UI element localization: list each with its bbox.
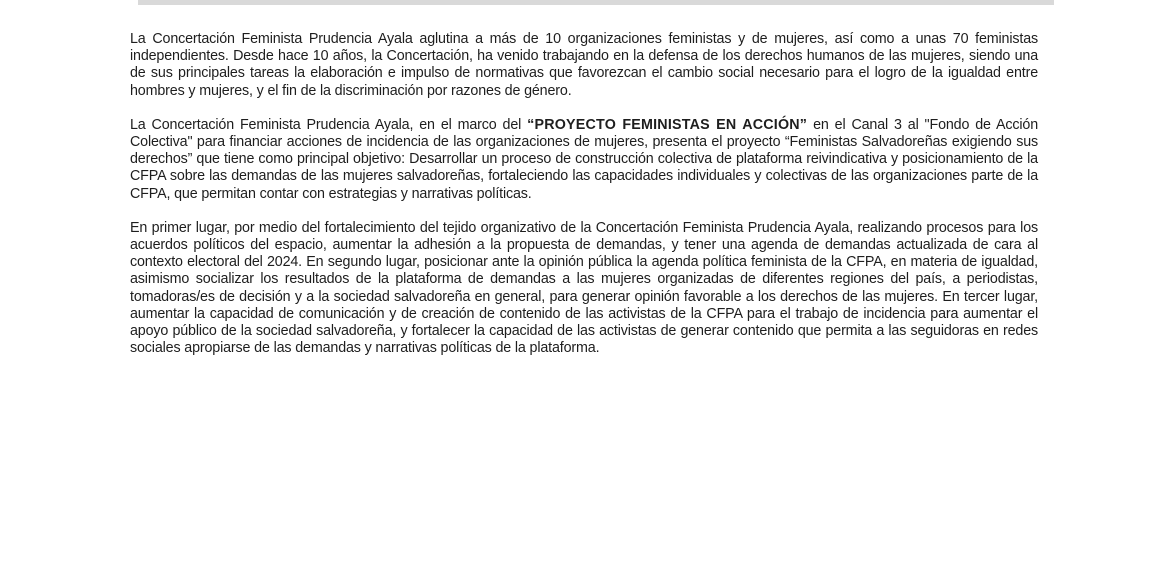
paragraph-objectives: En primer lugar, por medio del fortalecimiento del tejido organizativo de la Concertación Feminista Prudencia Ayala, realizando procesos para los acuerdos políticos del espacio, aumentar la adhesión a la propuesta de demandas, y tener una agenda de demandas actualizada de cara al contexto electoral del 2024. En segundo lugar, posicionar ante la opinión pública la agenda política feminista de la CFPA, en materia de igualdad, asimismo socializar los resultados de la plataforma de demandas a las mujeres organizadas de diferentes regiones del país, a periodistas, tomadoras/es de decisión y a la sociedad salvadoreña en general, para generar opinión favorable a los derechos de las mujeres. En tercer lugar, aumentar la capacidad de comunicación y de creación de contenido de las activistas de la CFPA para el trabajo de incidencia para aumentar el apoyo público de la sociedad salvadoreña, y fortalecer la capacidad de las activistas de generar contenido que permita a las seguidoras en redes sociales apropiarse de las demandas y narrativas políticas de la plataforma. [130, 219, 1038, 357]
paragraph-project-lead: La Concertación Feminista Prudencia Ayala, en el marco del [130, 116, 528, 133]
paragraph-project-rest: en el Canal 3 al "Fondo de Acción Colectiva" para financiar acciones de incidencia de las organizaciones de mujeres, presenta el proyecto “Feministas Salvadoreñas exigiendo sus derechos” que tiene como principal objetivo: Desarrollar un proceso de construcción colectiva de plataforma reivindicativa y posicionamiento de la CFPA sobre las demandas de las mujeres salvadoreñas, fortaleciendo las capacidades individuales y colectivas de las organizaciones parte de la CFPA, que permitan contar con estrategias y narrativas políticas. [130, 116, 1039, 202]
paragraph-project [130, 117, 1038, 203]
document-body [130, 31, 1038, 357]
project-name-bold: “PROYECTO FEMINISTAS EN ACCIÓN” [527, 116, 808, 133]
page-top-edge [138, 0, 1054, 5]
paragraph-intro: La Concertación Feminista Prudencia Ayala aglutina a más de 10 organizaciones feministas y de mujeres, así como a unas 70 feministas independientes. Desde hace 10 años, la Concertación, ha venido trabajando en la defensa de los derechos humanos de las mujeres, siendo una de sus principales tareas la elaboración e impulso de normativas que favorezcan el cambio social necesario para el logro de la igualdad entre hombres y mujeres, y el fin de la discriminación por razones de género. [130, 31, 1038, 99]
